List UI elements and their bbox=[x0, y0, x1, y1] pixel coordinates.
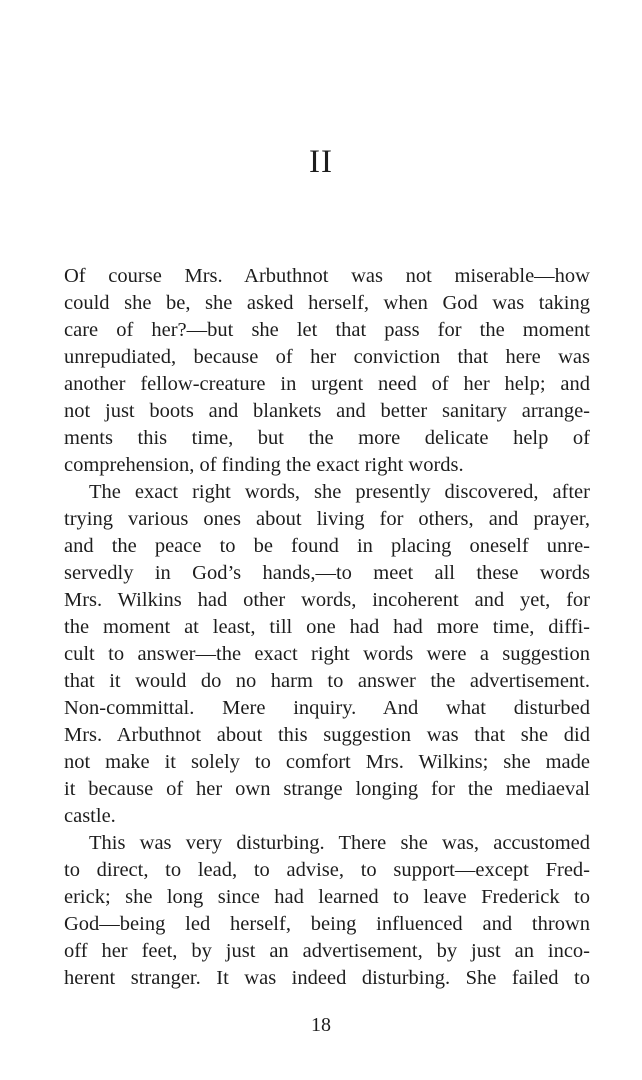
text-line: care of her?—but she let that pass for the moment bbox=[64, 319, 590, 341]
text-line: This was very disturbing. There she was, accustomed bbox=[89, 832, 590, 854]
text-line: Mrs. Arbuthnot about this suggestion was that she did bbox=[64, 724, 590, 746]
paragraph-3 bbox=[64, 830, 590, 992]
text-line: another fellow-creature in urgent need of her help; and bbox=[64, 373, 590, 395]
text-line: the moment at least, till one had had more time, diffi- bbox=[64, 616, 590, 638]
text-line: servedly in God’s hands,—to meet all these words bbox=[64, 562, 590, 584]
text-line: Of course Mrs. Arbuthnot was not miserable—how bbox=[64, 265, 590, 287]
text-line: it because of her own strange longing for the mediaeval bbox=[64, 778, 590, 800]
body-text bbox=[64, 263, 590, 992]
text-line: trying various ones about living for others, and prayer, bbox=[64, 508, 590, 530]
text-line: that it would do no harm to answer the advertisement. bbox=[64, 670, 590, 692]
text-line: God—being led herself, being influenced and thrown bbox=[64, 913, 590, 935]
text-line: unrepudiated, because of her conviction that here was bbox=[64, 346, 590, 368]
text-line: Non-committal. Mere inquiry. And what disturbed bbox=[64, 697, 590, 719]
text-line: could she be, she asked herself, when God was taking bbox=[64, 292, 590, 314]
text-line: comprehension, of finding the exact right words. bbox=[64, 454, 464, 476]
text-line: not make it solely to comfort Mrs. Wilkins; she made bbox=[64, 751, 590, 773]
text-line: The exact right words, she presently discovered, after bbox=[89, 481, 590, 503]
text-line: off her feet, by just an advertisement, by just an inco- bbox=[64, 940, 590, 962]
chapter-heading: II bbox=[309, 144, 333, 180]
text-line: Mrs. Wilkins had other words, incoherent and yet, for bbox=[64, 589, 590, 611]
paragraph-2 bbox=[64, 479, 590, 830]
text-line: and the peace to be found in placing oneself unre- bbox=[64, 535, 590, 557]
text-line: castle. bbox=[64, 805, 116, 827]
text-line: erick; she long since had learned to leave Frederick to bbox=[64, 886, 590, 908]
text-line: ments this time, but the more delicate help of bbox=[64, 427, 590, 449]
text-line: herent stranger. It was indeed disturbing. She failed to bbox=[64, 967, 590, 989]
page-number: 18 bbox=[311, 1014, 331, 1036]
paragraph-1 bbox=[64, 263, 590, 479]
text-line: to direct, to lead, to advise, to support—except Fred- bbox=[64, 859, 590, 881]
text-line: cult to answer—the exact right words were a suggestion bbox=[64, 643, 590, 665]
text-line: not just boots and blankets and better sanitary arrange- bbox=[64, 400, 590, 422]
